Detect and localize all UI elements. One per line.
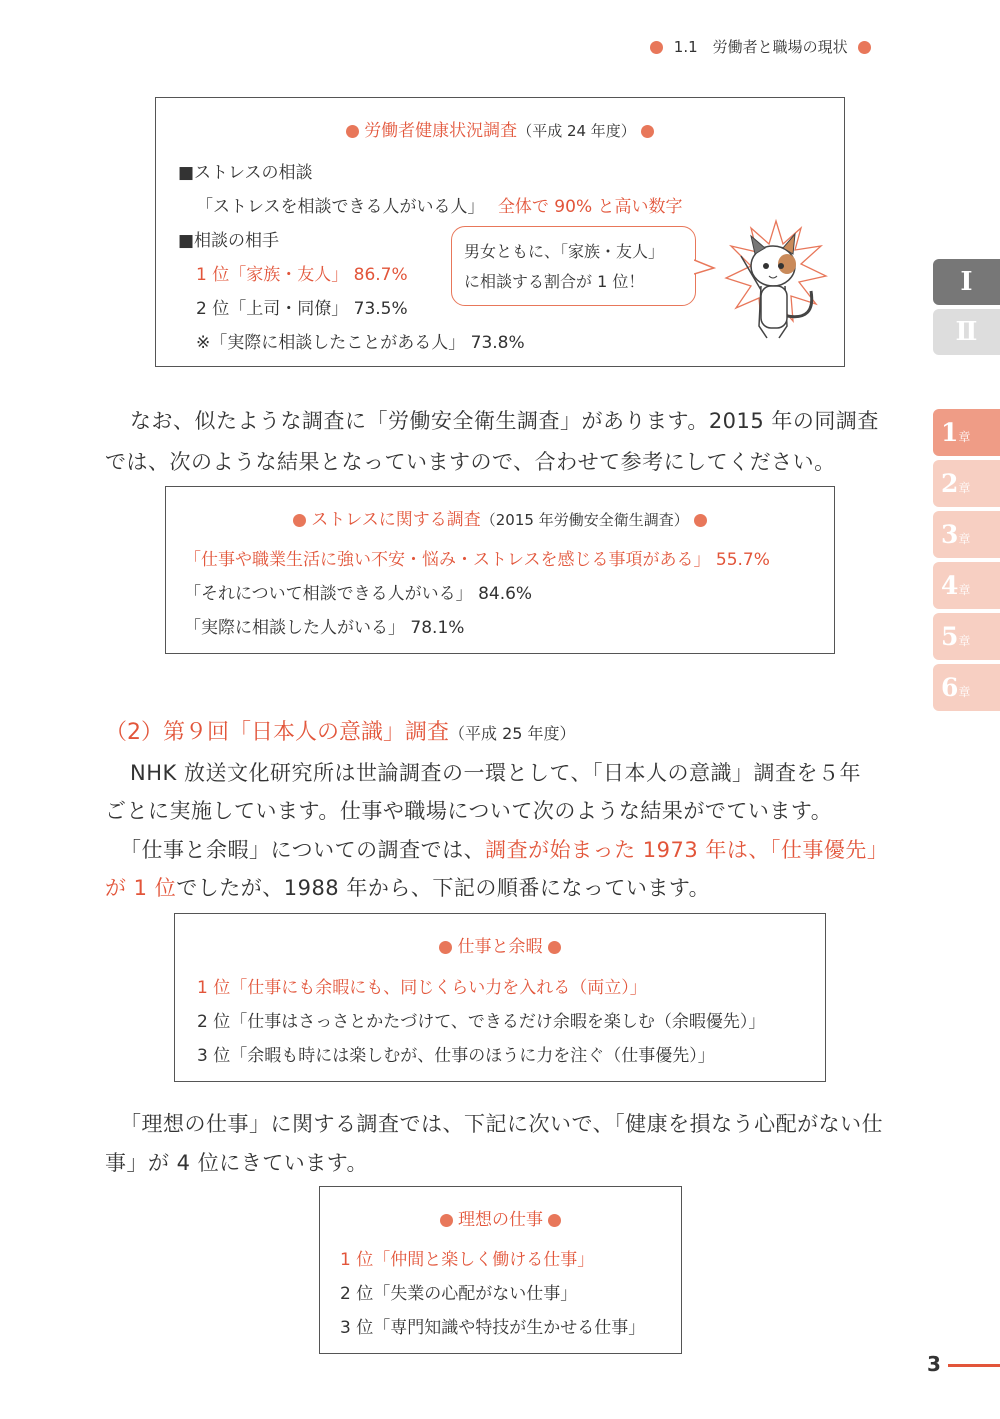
chapter-tab-1[interactable] [933,409,1000,456]
paragraph-1-line-1: なお、似たような調査に「労働安全衛生調査」があります。2015 年の同調査 [130,409,879,433]
rank-item-2: 2 位「失業の心配がない仕事」 [340,1284,578,1304]
section-heading-text: （2）第９回「日本人の意識」調査 [105,720,449,745]
stress-item-3: 「実際に相談した人がいる」 78.1% [184,618,465,638]
paragraph-2-line-4-highlight: が 1 位 [105,876,177,900]
running-header [650,36,871,57]
box-title [175,932,825,957]
chapter-num: 4 [941,571,959,600]
chapter-num: 3 [941,520,959,549]
bubble-line-1: 男女ともに、「家族・友人」 [464,242,665,261]
stress-line [196,192,683,217]
paragraph-2-line-1: NHK 放送文化研究所は世論調査の一環として、「日本人の意識」調査を５年 [130,761,862,785]
bullet-dot-icon [440,1214,453,1227]
bubble-line-2: に相談する割合が 1 位！ [464,272,645,291]
bullet-dot-icon [858,41,871,54]
stress-line-highlight: 全体で 90% と高い数字 [497,197,683,217]
part-tab-label: Ⅱ [955,317,978,347]
bullet-dot-icon [346,125,359,138]
box-title-sub: （平成 24 年度） [517,122,636,140]
chapter-tab-3[interactable] [933,511,1000,558]
paragraph-3-line-1: 「理想の仕事」に関する調査では、下記に次いで、「健康を損なう心配がない仕 [120,1112,884,1136]
box-title [166,505,834,530]
chapter-num: 5 [941,622,959,651]
speech-bubble [451,226,696,306]
stress-item-2: 「それについて相談できる人がいる」 84.6% [184,584,533,604]
paragraph-2-line-3-text: 「仕事と余暇」についての調査では、 [120,838,486,862]
box-title-text: 労働者健康状況調査 [364,121,518,141]
bubble-tail-icon [694,258,716,278]
paragraph-2-line-4-text: でしたが、1988 年から、下記の順番になっています。 [176,876,711,900]
rank-1: 1 位「家族・友人」 86.7% [196,265,408,285]
chapter-num: 2 [941,469,959,498]
rank-2: 2 位「上司・同僚」 73.5% [196,299,408,319]
paragraph-2-line-3 [120,834,888,864]
bullet-dot-icon [293,514,306,527]
box-title [156,116,844,141]
survey-box-stress [165,486,835,654]
rank-item-1: 1 位「仲間と楽しく働ける仕事」 [340,1250,595,1270]
paragraph-3-line-2: 事」が 4 位にきています。 [105,1151,369,1175]
chapter-suffix: 章 [958,583,971,597]
chapter-tab-2[interactable] [933,460,1000,507]
rank-item-2: 2 位「仕事はさっさとかたづけて、できるだけ余暇を楽しむ（余暇優先）」 [197,1012,766,1032]
bullet-dot-icon [650,41,663,54]
note-line: ※「実際に相談したことがある人」 73.8% [196,333,525,353]
chapter-tab-5[interactable] [933,613,1000,660]
survey-box-work-leisure [174,913,826,1082]
heading-partner: ■相談の相手 [178,231,280,251]
chapter-suffix: 章 [958,430,971,444]
cat-illustration-icon [721,216,831,346]
chapter-suffix: 章 [958,634,971,648]
stress-item-1: 「仕事や職業生活に強い不安・悩み・ストレスを感じる事項がある」 55.7% [184,550,770,570]
section-heading-sub: （平成 25 年度） [449,724,576,743]
bullet-dot-icon [439,941,452,954]
part-tab-2[interactable] [933,309,1000,355]
bullet-dot-icon [641,125,654,138]
heading-stress: ■ストレスの相談 [178,163,313,183]
page-number: 3 [927,1352,941,1376]
rank-item-3: 3 位「余暇も時には楽しむが、仕事のほうに力を注ぐ（仕事優先）」 [197,1046,715,1066]
rank-item-1: 1 位「仕事にも余暇にも、同じくらい力を入れる（両立）」 [197,978,647,998]
stress-line-text: 「ストレスを相談できる人がいる人」 [196,197,485,217]
chapter-num: 1 [941,418,959,447]
box-title-sub: （2015 年労働安全衛生調査） [480,511,689,529]
chapter-tab-4[interactable] [933,562,1000,609]
box-title-text: 仕事と余暇 [457,937,543,957]
bullet-dot-icon [548,941,561,954]
chapter-suffix: 章 [958,481,971,495]
chapter-tab-6[interactable] [933,664,1000,711]
box-title-text: 理想の仕事 [458,1210,543,1230]
survey-box-health [155,97,845,367]
survey-box-ideal-job [319,1186,682,1354]
part-tab-label: Ⅰ [960,267,973,297]
section-heading [105,715,576,746]
chapter-suffix: 章 [958,532,971,546]
running-header-text: 1.1 労働者と職場の現状 [673,38,848,56]
bullet-dot-icon [548,1214,561,1227]
box-title [320,1205,681,1230]
paragraph-2-line-4 [105,872,710,902]
part-tab-1[interactable] [933,259,1000,305]
bullet-dot-icon [694,514,707,527]
chapter-num: 6 [941,673,959,702]
rank-item-3: 3 位「専門知識や特技が生かせる仕事」 [340,1318,646,1338]
paragraph-2-line-3-highlight: 調査が始まった 1973 年は、「仕事優先」 [485,838,889,862]
box-title-text: ストレスに関する調査 [311,510,481,530]
paragraph-1-line-2: では、次のような結果となっていますので、合わせて参考にしてください。 [105,450,836,474]
paragraph-2-line-2: ごとに実施しています。仕事や職場について次のような結果がでています。 [105,799,833,823]
page-number-rule [948,1364,1000,1367]
chapter-suffix: 章 [958,685,971,699]
